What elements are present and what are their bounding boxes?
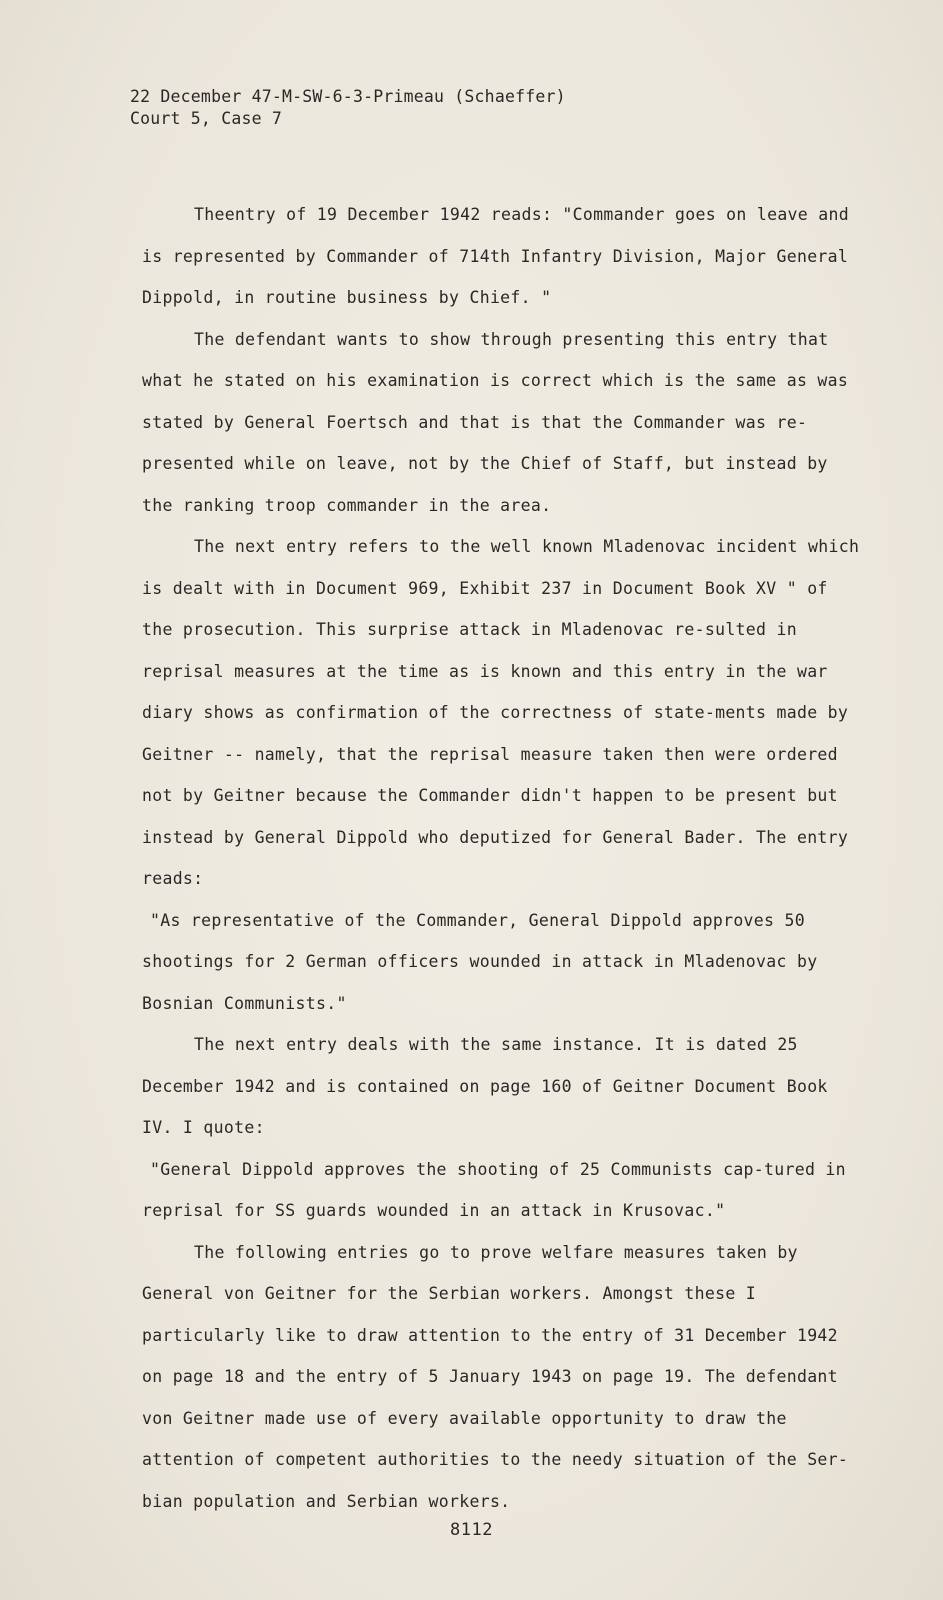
quote-dippold-approves-50: "As representative of the Commander, General Dippold approves 50 shootings for 2 German officers wounded in attack in Mladenovac by Bosnian Communists."	[142, 910, 818, 1013]
header-court-line: Court 5, Case 7	[130, 109, 283, 128]
paragraph-entry-19-december: Theentry of 19 December 1942 reads: "Commander goes on leave and is represented by Commander of 714th Infantry Division, Major General Dippold, in routine business by Chief. "	[142, 205, 849, 307]
quote-dippold-approves-25: "General Dippold approves the shooting of 25 Communists cap-tured in reprisal for SS guards wounded in an attack in Krusovac."	[142, 1159, 846, 1220]
paragraph-welfare-measures: The following entries go to prove welfare measures taken by General von Geitner for the Serbian workers. Amongst these I particularly like to draw attention to the entry of 31 December 1942 on page 18 and the entry of 5 January 1943 on page 19. The defendant von Geitner made use of every available opportunity to draw the attention of competent authorities to the needy situation of the Ser-bian population and Serbian workers.	[142, 1242, 849, 1511]
document-body	[142, 194, 862, 1522]
paragraph-mladenovac-incident: The next entry refers to the well known Mladenovac incident which is dealt with in Document 969, Exhibit 237 in Document Book XV " of the prosecution. This surprise attack in Mladenovac re-sulted in reprisal measures at the time as is known and this entry in the war diary shows as confirmation of the correctness of state-ments made by Geitner -- namely, that the reprisal measure taken then were ordered not by Geitner because the Commander didn't happen to be present but instead by General Dippold who deputized for General Bader. The entry reads:	[142, 537, 860, 888]
page-number: 8112	[450, 1520, 493, 1540]
paragraph-defendant-wants: The defendant wants to show through presenting this entry that what he stated on his examination is correct which is the same as was stated by General Foertsch and that is that the Commander was re-presented while on leave, not by the Chief of Staff, but instead by the ranking troop commander in the area.	[142, 329, 849, 515]
header-date-line: 22 December 47-M-SW-6-3-Primeau (Schaeffer)	[130, 87, 566, 106]
document-header	[130, 86, 566, 130]
paragraph-next-entry: The next entry deals with the same instance. It is dated 25 December 1942 and is contained on page 160 of Geitner Document Book IV. I quote:	[142, 1035, 828, 1137]
